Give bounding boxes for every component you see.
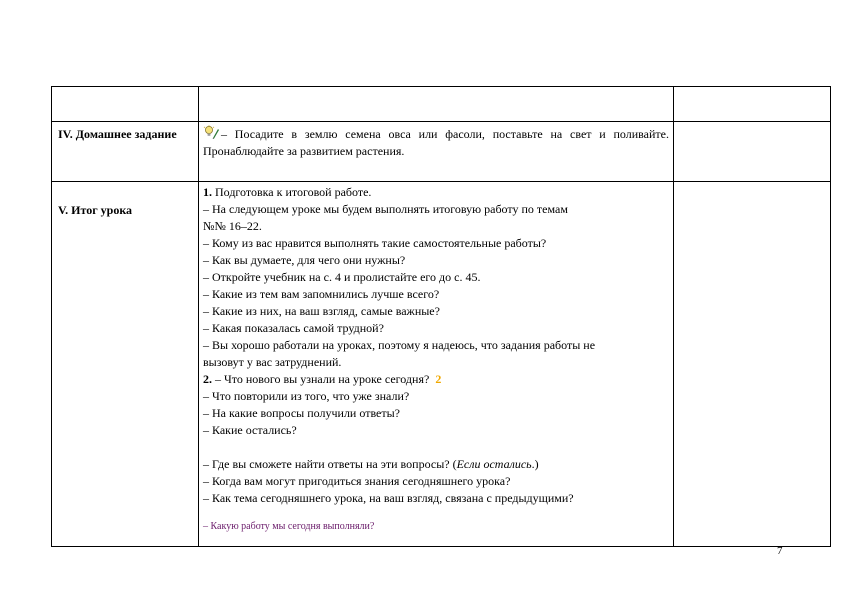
- notes-cell: [674, 122, 831, 182]
- line-text: – Какая показалась самой трудной?: [203, 321, 384, 335]
- stage-cell: [52, 87, 199, 122]
- summary-line: [203, 473, 669, 490]
- stage-title-homework: IV. Домашнее задание: [58, 127, 177, 141]
- blank-line: [203, 439, 669, 456]
- content-cell: [199, 87, 674, 122]
- line-text: – Как тема сегодняшнего урока, на ваш взгляд, связана с предыдущими?: [203, 491, 574, 505]
- summary-line: [203, 456, 669, 473]
- line-text: – Какие остались?: [203, 423, 297, 437]
- summary-line: [203, 490, 669, 507]
- summary-text-block: [199, 182, 673, 535]
- page-number: 7: [777, 545, 783, 557]
- summary-line: [203, 371, 669, 388]
- summary-line: [203, 201, 669, 218]
- content-cell: [199, 122, 674, 182]
- summary-line: [203, 286, 669, 303]
- closing-question: – Какую работу мы сегодня выполняли?: [203, 521, 375, 532]
- line-text: – Что повторили из того, что уже знали?: [203, 389, 410, 403]
- line-text: – Какие из них, на ваш взгляд, самые важные?: [203, 304, 440, 318]
- item-number: 1.: [203, 185, 212, 199]
- summary-line: [203, 354, 669, 371]
- summary-line: [203, 184, 669, 201]
- line-text-after: .): [531, 457, 539, 471]
- line-text: вызовут у вас затруднений.: [203, 355, 342, 369]
- summary-line: [203, 252, 669, 269]
- line-text: №№ 16–22.: [203, 219, 262, 233]
- summary-line: [203, 235, 669, 252]
- item-number: 2.: [203, 372, 212, 386]
- line-text: – Что нового вы узнали на уроке сегодня?: [212, 372, 430, 386]
- homework-text-body: – Посадите в землю семена овса или фасоли, поставьте на свет и поливайте. Пронаблюдайте за развитием растения.: [203, 127, 669, 158]
- summary-line: [203, 422, 669, 439]
- line-text: – Кому из вас нравится выполнять такие самостоятельные работы?: [203, 236, 547, 250]
- summary-line: [203, 388, 669, 405]
- reference-badge: 2: [435, 372, 442, 386]
- table-row-homework: [52, 122, 831, 182]
- line-text: Подготовка к итоговой работе.: [212, 185, 372, 199]
- blank-line: [203, 507, 669, 518]
- notes-cell: [674, 87, 831, 122]
- summary-line: [203, 405, 669, 422]
- line-text: – Вы хорошо работали на уроках, поэтому я надеюсь, что задания работы не: [203, 338, 596, 352]
- homework-text: [199, 122, 673, 160]
- stage-cell: [52, 122, 199, 182]
- line-text: – Где вы сможете найти ответы на эти вопросы? (: [203, 457, 457, 471]
- summary-line: [203, 303, 669, 320]
- line-italic: Если остались: [456, 457, 532, 471]
- line-text: – Как вы думаете, для чего они нужны?: [203, 253, 406, 267]
- summary-line: [203, 320, 669, 337]
- line-text: – Какие из тем вам запомнились лучше всего?: [203, 287, 440, 301]
- summary-line: [203, 337, 669, 354]
- table-row: [52, 87, 831, 122]
- summary-line: [203, 269, 669, 286]
- stage-title-summary: V. Итог урока: [58, 203, 133, 217]
- content-cell: [199, 182, 674, 547]
- notes-cell: [674, 182, 831, 547]
- table-row-summary: [52, 182, 831, 547]
- line-text: – На следующем уроке мы будем выполнять итоговую работу по темам: [203, 202, 568, 216]
- bulb-pencil-icon: [203, 125, 219, 139]
- summary-line: [203, 218, 669, 235]
- line-text: – На какие вопросы получили ответы?: [203, 406, 400, 420]
- stage-cell: [52, 182, 199, 547]
- line-text: – Когда вам могут пригодиться знания сегодняшнего урока?: [203, 474, 511, 488]
- line-text: – Откройте учебник на с. 4 и пролистайте его до с. 45.: [203, 270, 481, 284]
- lesson-plan-table: [51, 86, 831, 547]
